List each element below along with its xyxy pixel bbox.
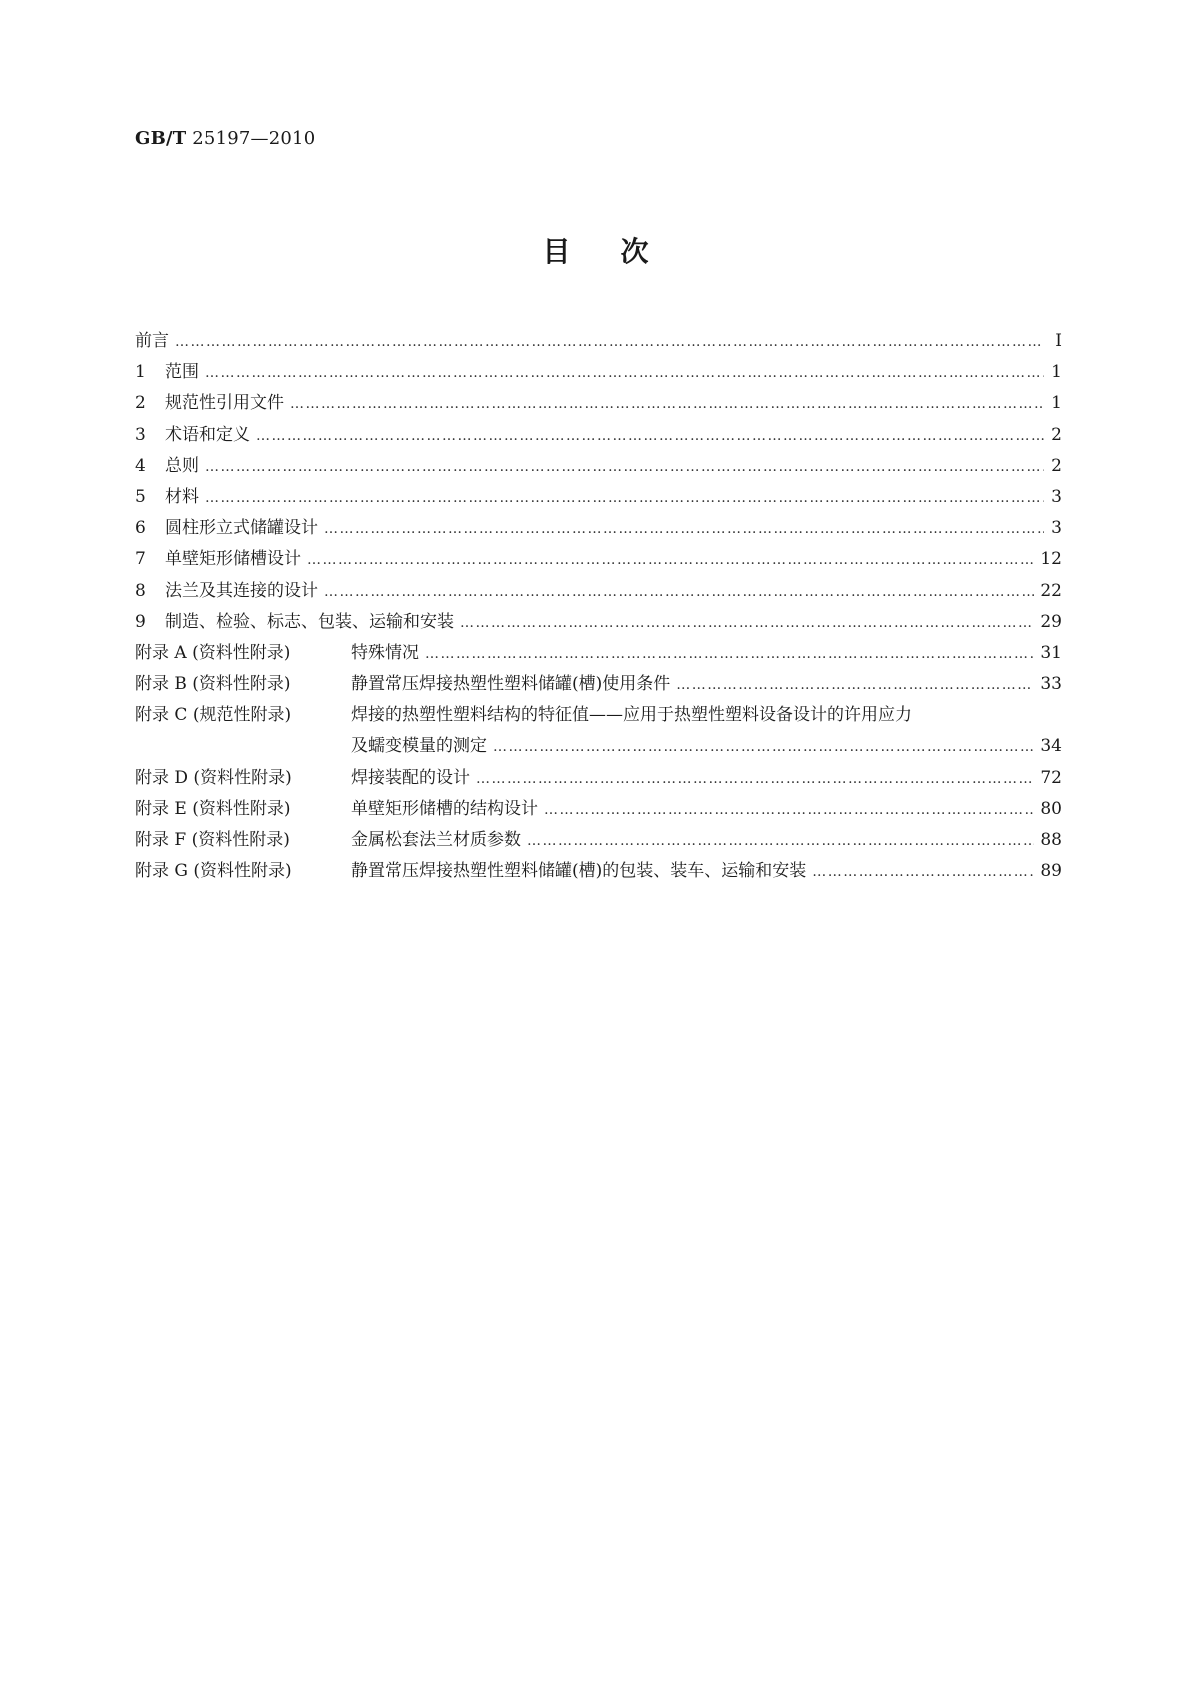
annex-page: 31 xyxy=(1040,642,1062,663)
toc-entry-page: Ⅰ xyxy=(1055,331,1062,351)
leader-dots xyxy=(307,545,1034,576)
leader-dots xyxy=(527,826,1034,857)
toc-annex-b[interactable] xyxy=(135,669,1062,700)
toc-entry-9[interactable] xyxy=(135,607,1062,638)
standard-code xyxy=(135,128,315,149)
annex-label: 附录 A (资料性附录) xyxy=(135,642,291,663)
leader-dots xyxy=(175,327,1044,358)
leader-dots xyxy=(324,514,1044,545)
toc-entry-label: 前言 xyxy=(135,331,169,351)
toc-entry-page: 1 xyxy=(1051,393,1062,414)
toc-entry-number: 9 xyxy=(135,611,146,632)
leader-dots xyxy=(812,857,1034,888)
leader-dots xyxy=(493,732,1034,763)
toc-entry-number: 3 xyxy=(135,424,146,445)
annex-page: 34 xyxy=(1040,736,1062,757)
toc-entry-label: 法兰及其连接的设计 xyxy=(165,580,318,601)
annex-title: 静置常压焊接热塑性塑料储罐(槽)的包装、装车、运输和安装 xyxy=(351,861,807,882)
toc-entry-foreword[interactable] xyxy=(135,326,1062,357)
annex-title: 金属松套法兰材质参数 xyxy=(351,830,521,850)
leader-dots xyxy=(290,389,1044,420)
toc-entry-page: 2 xyxy=(1051,424,1062,445)
annex-title: 单壁矩形储槽的结构设计 xyxy=(351,798,538,819)
toc-entry-7[interactable] xyxy=(135,544,1062,575)
toc-entry-number: 6 xyxy=(135,518,146,539)
annex-page: 33 xyxy=(1040,674,1062,695)
standard-prefix: GB/T xyxy=(135,128,187,149)
toc-entry-8[interactable] xyxy=(135,576,1062,607)
toc-entry-page: 29 xyxy=(1040,611,1062,632)
toc-entry-number: 7 xyxy=(135,549,146,570)
toc-entry-4[interactable] xyxy=(135,451,1062,482)
toc-annex-g[interactable] xyxy=(135,856,1062,887)
standard-number: 25197—2010 xyxy=(192,128,316,149)
annex-page: 80 xyxy=(1040,798,1062,819)
leader-dots xyxy=(324,577,1034,608)
annex-label: 附录 C (规范性附录) xyxy=(135,705,292,726)
toc-entry-label: 规范性引用文件 xyxy=(165,393,284,414)
toc-entry-number: 2 xyxy=(135,393,146,414)
annex-title: 焊接的热塑性塑料结构的特征值——应用于热塑性塑料设备设计的许用应力 xyxy=(351,705,912,726)
toc-entry-page: 2 xyxy=(1051,455,1062,476)
toc-entry-number: 8 xyxy=(135,580,146,601)
leader-dots xyxy=(205,483,1044,514)
toc-entry-label: 制造、检验、标志、包装、运输和安装 xyxy=(165,611,454,632)
annex-label: 附录 F (资料性附录) xyxy=(135,830,290,850)
annex-label: 附录 D (资料性附录) xyxy=(135,767,292,788)
annex-page: 89 xyxy=(1040,861,1062,882)
toc-entry-label: 术语和定义 xyxy=(165,424,250,445)
annex-label: 附录 E (资料性附录) xyxy=(135,798,291,819)
annex-title-continued: 及蠕变模量的测定 xyxy=(351,736,487,757)
annex-title: 焊接装配的设计 xyxy=(351,767,470,788)
toc-entry-label: 材料 xyxy=(165,486,199,507)
table-of-contents xyxy=(135,326,1062,887)
toc-entry-label: 单壁矩形储槽设计 xyxy=(165,549,301,570)
toc-entry-page: 3 xyxy=(1051,518,1062,539)
toc-entry-page: 1 xyxy=(1051,362,1062,383)
toc-entry-label: 总则 xyxy=(165,455,199,476)
annex-page: 88 xyxy=(1040,830,1062,850)
toc-entry-number: 4 xyxy=(135,455,146,476)
leader-dots xyxy=(460,608,1034,639)
page-title: 目次 xyxy=(542,235,699,268)
leader-dots xyxy=(256,421,1044,452)
toc-entry-2[interactable] xyxy=(135,388,1062,419)
toc-entry-6[interactable] xyxy=(135,513,1062,544)
toc-entry-5[interactable] xyxy=(135,482,1062,513)
toc-entry-number: 1 xyxy=(135,362,146,383)
toc-entry-page: 3 xyxy=(1051,486,1062,507)
leader-dots xyxy=(676,670,1034,701)
toc-entry-3[interactable] xyxy=(135,420,1062,451)
toc-entry-number: 5 xyxy=(135,486,146,507)
annex-label: 附录 G (资料性附录) xyxy=(135,861,292,882)
toc-annex-e[interactable] xyxy=(135,794,1062,825)
toc-entry-page: 12 xyxy=(1040,549,1062,570)
leader-dots xyxy=(544,795,1034,826)
annex-label: 附录 B (资料性附录) xyxy=(135,674,291,695)
leader-dots xyxy=(205,452,1044,483)
annex-title: 静置常压焊接热塑性塑料储罐(槽)使用条件 xyxy=(351,674,671,695)
toc-annex-f[interactable] xyxy=(135,825,1062,856)
toc-entry-label: 范围 xyxy=(165,362,199,383)
toc-entry-label: 圆柱形立式储罐设计 xyxy=(165,518,318,539)
toc-annex-d[interactable] xyxy=(135,763,1062,794)
toc-annex-c[interactable] xyxy=(135,700,1062,731)
toc-annex-a[interactable] xyxy=(135,638,1062,669)
annex-page: 72 xyxy=(1040,767,1062,788)
toc-annex-c-continued[interactable] xyxy=(135,731,1062,762)
annex-title: 特殊情况 xyxy=(351,642,419,663)
toc-entry-page: 22 xyxy=(1040,580,1062,601)
leader-dots xyxy=(425,639,1034,670)
leader-dots xyxy=(476,764,1034,795)
leader-dots xyxy=(205,358,1044,389)
toc-entry-1[interactable] xyxy=(135,357,1062,388)
